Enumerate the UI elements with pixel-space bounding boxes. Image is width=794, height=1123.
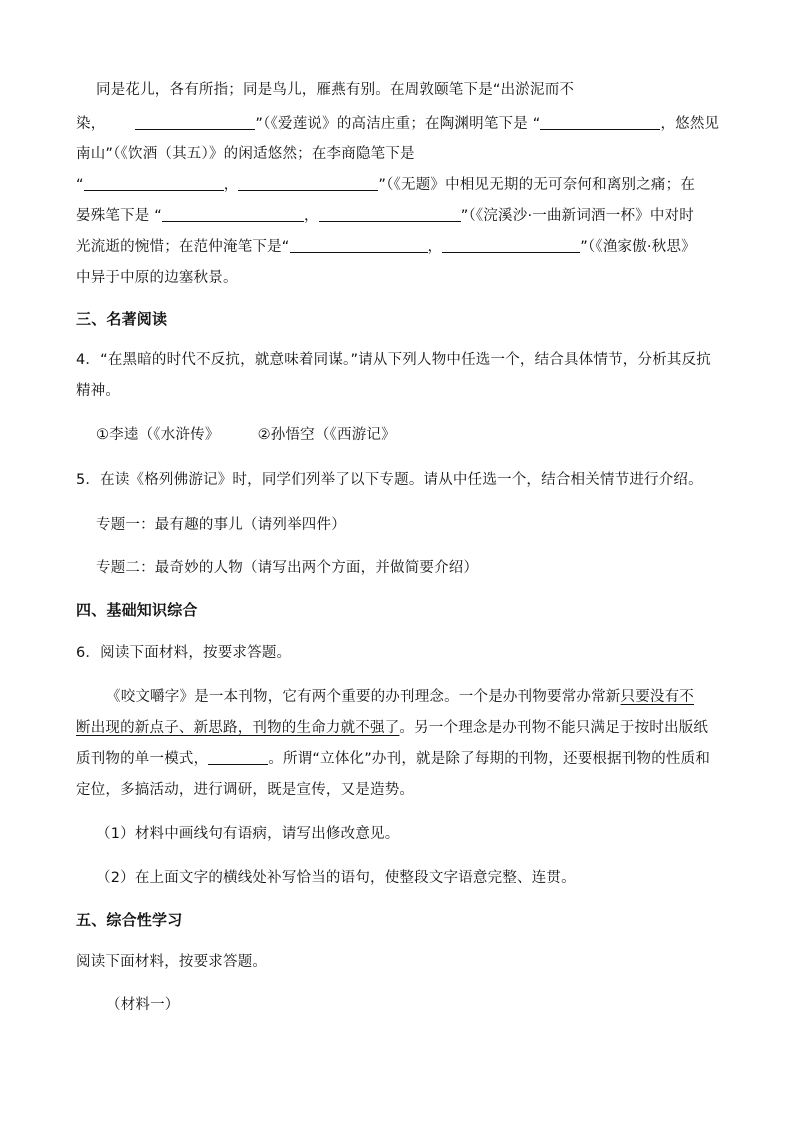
option-li-kui: ①李逵（《水浒传》 (96, 427, 220, 443)
material-line-1: 《咬文嚼字》是一本刊物，它有两个重要的办刊理念。一个是办刊物要常办常新只要没有不 (106, 689, 694, 705)
option-sun-wukong: ②孙悟空（《西游记》 (257, 427, 396, 443)
answer-blank[interactable] (208, 749, 268, 765)
answer-blank[interactable] (290, 237, 428, 253)
material-line-3: 质刊物的单一模式， 。所谓“立体化”办刊，就是除了每期的刊物，还要根据刊物的性质和 (76, 751, 711, 767)
question-5-line-1: 5．在读《格列佛游记》时，同学们列举了以下专题。请从中任选一个，结合相关情节进行介绍。 (76, 472, 703, 488)
answer-blank[interactable] (84, 175, 224, 191)
poetry-paragraph-line-3: 南山”（《饮酒（其五）》的闲适悠然；在李商隐笔下是 (76, 146, 415, 162)
question-4-line-2: 精神。 (76, 383, 121, 399)
material-line-2: 断出现的新点子、新思路，刊物的生命力就不强了。另一个理念是办刊物不能只满足于按时出版纸 (76, 720, 709, 736)
material-label: （材料一） (106, 997, 180, 1013)
underlined-sentence: 只要没有不 (620, 689, 694, 705)
poetry-paragraph-line-1: 同是花儿，各有所指；同是鸟儿，雁燕有别。在周敦颐笔下是“出淤泥而不 (96, 82, 575, 98)
poetry-paragraph-line-5: 晏殊笔下是 “ ， ”（《浣溪沙·一曲新词酒一杯》中对时 (76, 208, 694, 224)
answer-blank[interactable] (540, 114, 660, 130)
poetry-paragraph-line-7: 中异于中原的边塞秋景。 (76, 270, 238, 286)
poetry-paragraph-line-4: “ ， ”（《无题》中相见无期的无可奈何和离别之痛；在 (76, 177, 696, 193)
answer-blank[interactable] (238, 175, 378, 191)
question-4-options (96, 425, 396, 445)
question-4-line-1: 4．“在黑暗的时代不反抗，就意味着同谋。”请从下列人物中任选一个，结合具体情节，分析其反抗 (76, 352, 711, 368)
question-6-line-1: 6．阅读下面材料，按要求答题。 (76, 645, 292, 661)
section-heading-basics: 四、基础知识综合 (76, 601, 198, 619)
question-5-topic-2: 专题二：最奇妙的人物（请写出两个方面，并做简要介绍） (96, 560, 479, 576)
poetry-paragraph-line-2: 染， ”（《爱莲说》的高洁庄重；在陶渊明笔下是 “ ，悠然见 (76, 116, 720, 132)
material-line-4: 定位，多搞活动，进行调研，既是宣传，又是造势。 (76, 782, 415, 798)
answer-blank[interactable] (135, 114, 255, 130)
sub-question-1: （1）材料中画线句有语病，请写出修改意见。 (96, 826, 400, 842)
answer-blank[interactable] (162, 206, 304, 222)
sub-question-2: （2）在上面文字的横线处补写恰当的语句，使整段文字语意完整、连贯。 (96, 870, 576, 886)
section-heading-classics: 三、名著阅读 (76, 310, 168, 328)
question-5-topic-1: 专题一：最有趣的事儿（请列举四件） (96, 517, 346, 533)
section-5-intro: 阅读下面材料，按要求答题。 (76, 954, 268, 970)
answer-blank[interactable] (319, 206, 461, 222)
poetry-paragraph-line-6: 光流逝的惋惜；在范仲淹笔下是“ ， ”（《渔家傲·秋思》 (76, 239, 696, 255)
answer-blank[interactable] (442, 237, 580, 253)
underlined-sentence: 断出现的新点子、新思路，刊物的生命力就不强了 (76, 720, 400, 736)
section-heading-comprehensive: 五、综合性学习 (76, 911, 183, 929)
